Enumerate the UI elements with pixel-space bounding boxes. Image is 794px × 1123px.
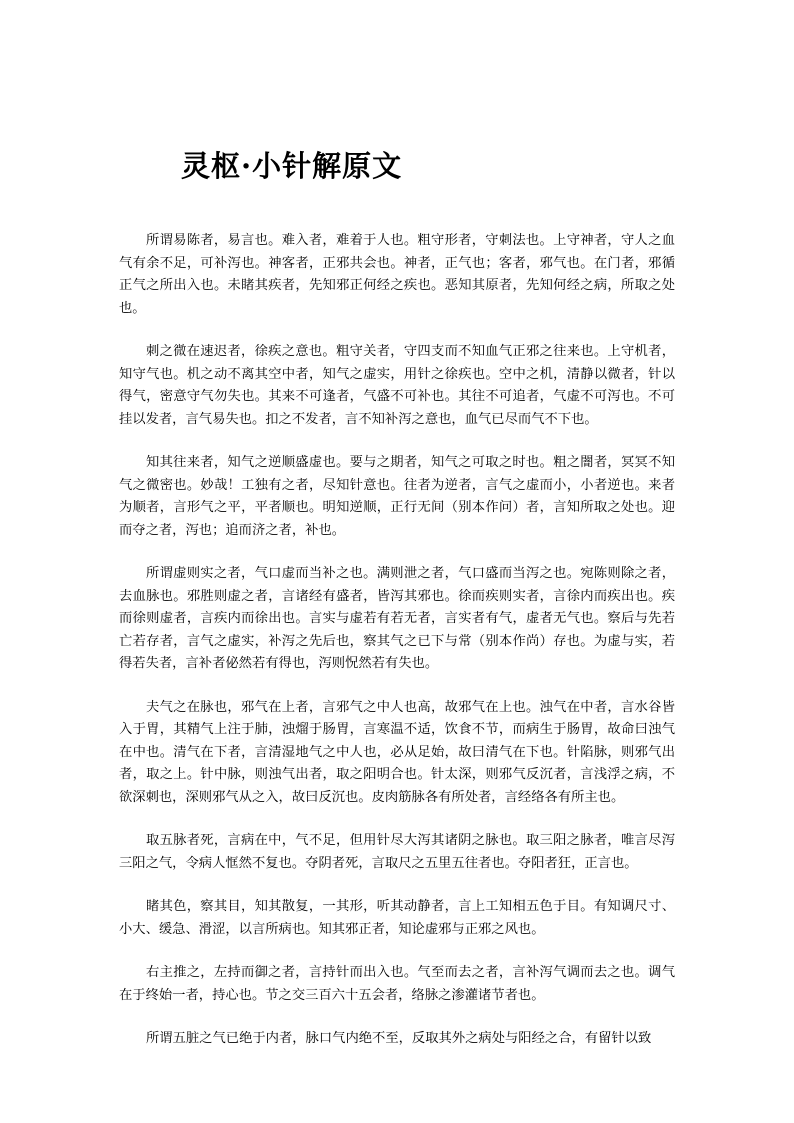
paragraph-9: 所谓五脏之气已绝于内者，脉口气内绝不至，反取其外之病处与阳经之合，有留针以致 (146, 1031, 652, 1046)
paragraph-2: 刺之微在速迟者，徐疾之意也。粗守关者，守四支而不知血气正邪之往来也。上守机者，知守气也。机之动不离其空中者，知气之虚实，用针之徐疾也。空中之机，清静以微者，针以得气，密意守气勿失也。其来不可逢者，气盛不可补也。其往不可追者，气虚不可泻也。不可挂以发者，言气易失也。扣之不发者，言不知补泻之意也，血气已尽而气不下也。 (119, 344, 675, 427)
page-title: 灵枢·小针解原文 (181, 149, 403, 183)
paragraph-8: 右主推之，左持而御之者，言持针而出入也。气至而去之者，言补泻气调而去之也。调气在于终始一者，持心也。节之交三百六十五会者，络脉之渗灌诸节者也。 (119, 965, 675, 1003)
paragraph-1: 所谓易陈者，易言也。难入者，难着于人也。粗守形者，守刺法也。上守神者，守人之血气有余不足，可补泻也。神客者，正邪共会也。神者，正气也；客者，邪气也。在门者，邪循正气之所出入也。未睹其疾者，先知邪正何经之疾也。恶知其原者，先知何经之病，所取之处也。 (119, 233, 675, 316)
paragraph-6: 取五脉者死，言病在中，气不足，但用针尽大泻其诸阴之脉也。取三阳之脉者，唯言尽泻三阳之气，令病人恇然不复也。夺阴者死，言取尺之五里五往者也。夺阳者狂，正言也。 (119, 833, 675, 871)
paragraph-4: 所谓虚则实之者，气口虚而当补之也。满则泄之者，气口盛而当泻之也。宛陈则除之者，去血脉也。邪胜则虚之者，言诸经有盛者，皆泻其邪也。徐而疾则实者，言徐内而疾出也。疾而徐则虚者，言疾内而徐出也。言实与虚若有若无者，言实者有气，虚者无气也。察后与先若亡若存者，言气之虚实，补泻之先后也，察其气之已下与常（别本作尚）存也。为虚与实，若得若失者，言补者佖然若有得也，泻则怳然若有失也。 (119, 566, 675, 671)
paragraph-3: 知其往来者，知气之逆顺盛虚也。要与之期者，知气之可取之时也。粗之闇者，冥冥不知气之微密也。妙哉！工独有之者，尽知针意也。往者为逆者，言气之虚而小，小者逆也。来者为顺者，言形气之平，平者顺也。明知逆顺，正行无间（别本作问）者，言知所取之处也。迎而夺之者，泻也；追而济之者，补也。 (119, 455, 675, 538)
document-body (119, 230, 675, 1072)
paragraph-5: 夫气之在脉也，邪气在上者，言邪气之中人也高，故邪气在上也。浊气在中者，言水谷皆入于胃，其精气上注于肺，浊熘于肠胃，言寒温不适，饮食不节，而病生于肠胃，故命曰浊气在中也。清气在下者，言清湿地气之中人也，必从足始，故曰清气在下也。针陷脉，则邪气出者，取之上。针中脉，则浊气出者，取之阳明合也。针太深，则邪气反沉者，言浅浮之病，不欲深刺也，深则邪气从之入，故曰反沉也。皮肉筋脉各有所处者，言经络各有所主也。 (119, 699, 675, 805)
paragraph-7: 睹其色，察其目，知其散复，一其形，听其动静者，言上工知相五色于目。有知调尺寸、小大、缓急、滑涩，以言所病也。知其邪正者，知论虚邪与正邪之风也。 (119, 899, 675, 937)
